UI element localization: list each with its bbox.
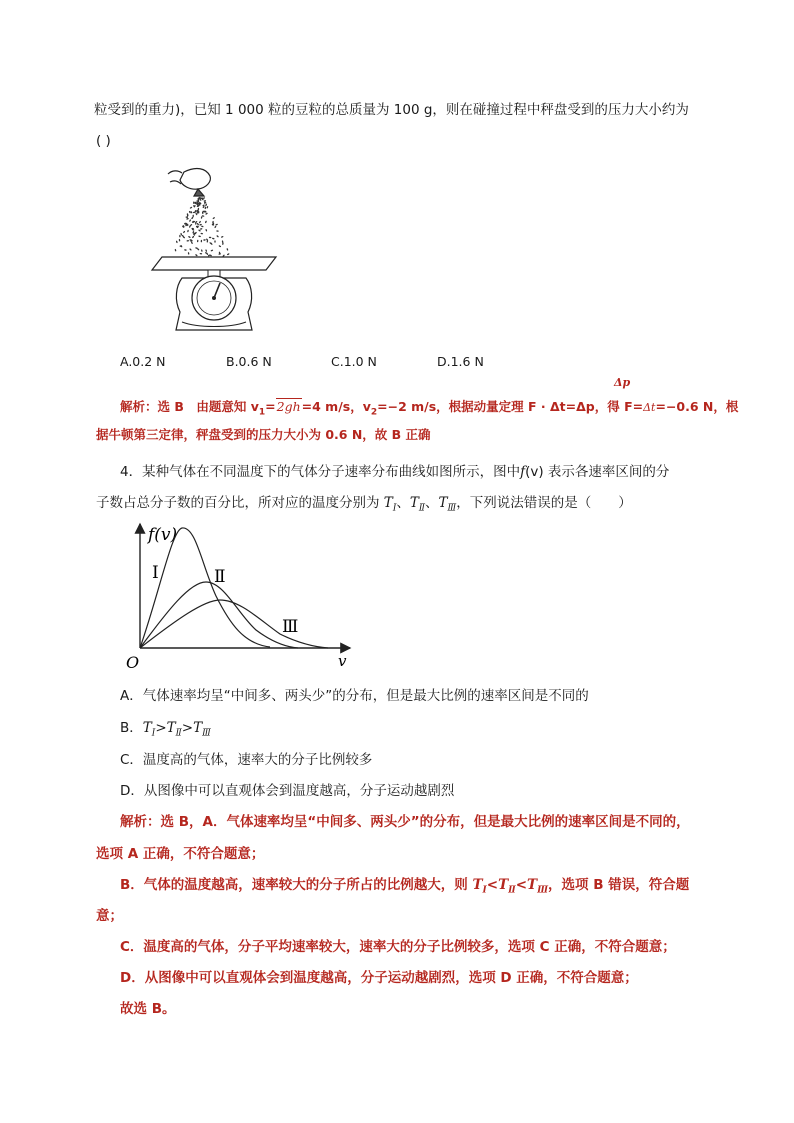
bean xyxy=(199,221,202,224)
q4-answer-line3: B．气体的温度越高，速率较大的分子所占的比例越大，则 $T_Ⅰ<T_Ⅱ<T_Ⅲ$，选项 B 错误，符合题 xyxy=(120,877,690,896)
q4-answer-line5: C．温度高的气体，分子平均速率较大，速率大的分子比例较多，选项 C 正确，不符合题意； xyxy=(120,939,676,955)
q3-answer-line2: 据牛顿第三定律，秤盘受到的压力大小为 0.6 N，故 B 正确 xyxy=(96,427,431,442)
q4-answer-line1: 解析：选 B，A．气体速率均呈“中间多、两头少”的分布，但是最大比例的速率区间是不同的， xyxy=(120,814,690,830)
bean xyxy=(197,223,200,226)
bean xyxy=(197,240,199,243)
bean xyxy=(218,253,221,255)
curve-label-1: Ⅰ xyxy=(152,563,159,583)
q3-option-d: D.1.6 N xyxy=(437,354,484,369)
q3-option-a: A.0.2 N xyxy=(120,354,166,369)
bean xyxy=(195,254,198,257)
bean xyxy=(191,241,193,244)
bean xyxy=(197,225,199,228)
bean xyxy=(204,206,206,209)
bean xyxy=(218,245,221,247)
q4-answer-line2: 选项 A 正确，不符合题意； xyxy=(96,846,265,862)
bean xyxy=(198,235,201,237)
q3-option-b: B.0.6 N xyxy=(226,354,272,369)
bean xyxy=(205,213,208,215)
curve-label-2: Ⅱ xyxy=(214,567,226,587)
scale-illustration xyxy=(148,162,280,344)
bean xyxy=(206,206,208,209)
x-axis-label: v xyxy=(338,652,347,670)
bean xyxy=(192,236,195,239)
q3-option-c: C.1.0 N xyxy=(331,354,377,369)
bean xyxy=(196,200,197,203)
bean xyxy=(203,239,206,241)
bean xyxy=(189,248,192,251)
q4-line1: 4．某种气体在不同温度下的气体分子速率分布曲线如图所示，图中f(v) 表示各速率区间的分 xyxy=(120,464,670,480)
bean xyxy=(205,229,207,232)
bean xyxy=(188,252,190,255)
bean xyxy=(200,253,203,255)
q4-answer-line7: 故选 B。 xyxy=(120,1001,176,1017)
speed-distribution-graph xyxy=(120,520,360,672)
q3-answer-paren: ( ) xyxy=(96,133,111,149)
bean xyxy=(205,204,207,207)
bean xyxy=(201,216,203,219)
bean xyxy=(199,224,202,226)
q3-line1: 粒受到的重力)，已知 1 000 粒的豆粒的总质量为 100 g，则在碰撞过程中秤盘受到的压力大小约为 xyxy=(94,102,689,118)
q4-option-b: B．$T_Ⅰ>T_Ⅱ>T_Ⅲ$ xyxy=(120,720,211,739)
q4-option-c: C．温度高的气体，速率大的分子比例较多 xyxy=(120,752,373,768)
bean xyxy=(216,230,219,232)
bean xyxy=(214,225,217,228)
bean xyxy=(192,215,194,218)
bean xyxy=(186,218,189,220)
bean xyxy=(209,237,212,238)
bean xyxy=(201,249,203,252)
bean xyxy=(190,206,193,208)
curve-1 xyxy=(140,528,270,648)
bean xyxy=(205,220,207,223)
bean xyxy=(200,228,203,230)
bean xyxy=(179,235,180,238)
bean xyxy=(212,217,215,220)
bean xyxy=(216,235,219,238)
curve-label-3: Ⅲ xyxy=(282,617,299,637)
bean xyxy=(221,236,224,238)
q4-option-d: D．从图像中可以直观体会到温度越高，分子运动越剧烈 xyxy=(120,783,455,799)
bean xyxy=(201,225,204,227)
bean xyxy=(200,233,203,235)
q4-answer-line4: 意； xyxy=(96,908,123,924)
bean xyxy=(226,248,228,251)
bean xyxy=(210,249,213,251)
q3-answer-line1: 解析：选 B 由题意知 $v_1=2gh=4$ m/s，$v_2=-2$ m/s，根据动量定理 F · Δt=Δp，得 F=Δt=−0.6 N，根 xyxy=(120,399,739,418)
bean xyxy=(187,230,189,233)
curve-2 xyxy=(140,582,298,648)
bean xyxy=(183,231,186,234)
origin-label: O xyxy=(126,653,140,672)
bean xyxy=(174,249,176,252)
pouring-cup-icon xyxy=(168,169,210,196)
bean xyxy=(212,238,215,240)
bean xyxy=(184,249,187,251)
bean xyxy=(187,223,189,226)
bean xyxy=(179,239,181,242)
falling-beans xyxy=(174,197,229,257)
q4-option-a: A．气体速率均呈“中间多、两头少”的分布，但是最大比例的速率区间是不同的 xyxy=(120,688,589,704)
curve-3 xyxy=(140,600,328,648)
bean xyxy=(205,249,207,252)
bean xyxy=(201,240,203,243)
bean xyxy=(215,223,218,225)
q4-line2: 子数占总分子数的百分比，所对应的温度分别为 $T_Ⅰ$、$T_Ⅱ$、$T_Ⅲ$，下列说法错误的是（ ） xyxy=(96,495,632,514)
scale-pan xyxy=(152,257,276,270)
bean xyxy=(191,228,194,230)
bean xyxy=(214,240,215,243)
q3-frac-top: Δp xyxy=(614,376,631,389)
bean xyxy=(189,219,191,222)
bean xyxy=(188,236,191,239)
bean xyxy=(176,240,178,243)
q4-answer-line6: D．从图像中可以直观体会到温度越高，分子运动越剧烈，选项 D 正确，不符合题意； xyxy=(120,970,638,986)
bean xyxy=(227,253,230,255)
bean xyxy=(186,240,189,242)
bean xyxy=(203,200,206,202)
y-axis-label: f(v) xyxy=(148,525,178,545)
